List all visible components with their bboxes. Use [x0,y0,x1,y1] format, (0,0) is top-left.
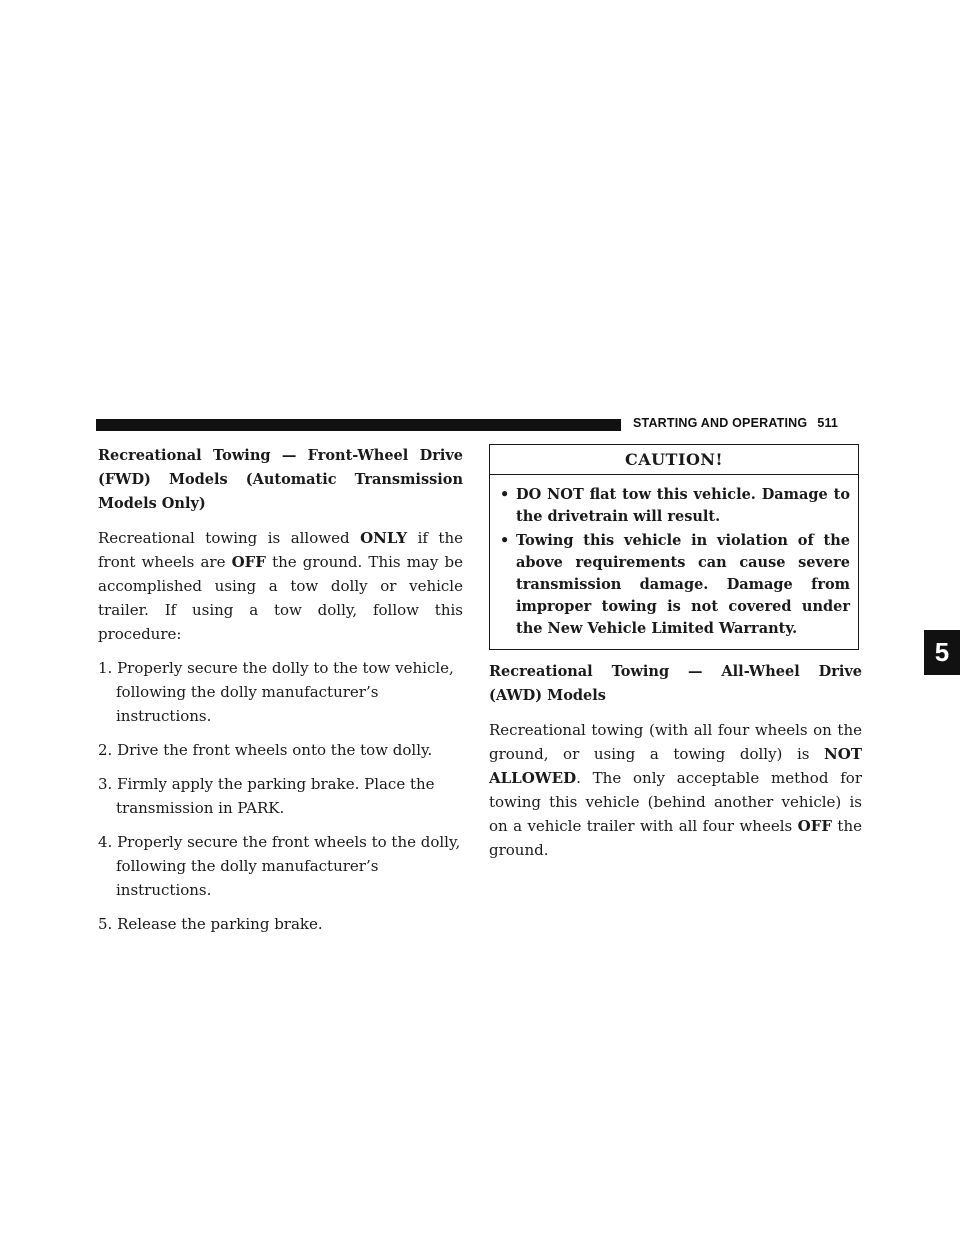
fwd-intro-paragraph [98,526,463,646]
fwd-heading: Recreational Towing — Front-Wheel Drive (FWD) Models (Automatic Transmission Models Only) [98,447,463,512]
bullet-dot-icon: • [500,532,510,549]
caution-bullet-text: DO NOT flat tow this vehicle. Damage to the drivetrain will result. [516,486,850,525]
fwd-intro-bold-only: ONLY [360,529,408,547]
awd-body-paragraph [489,718,862,862]
fwd-intro-text-3: the ground. This may be accomplished using a tow dolly or vehicle trailer. If using a tow dolly, follow this procedure: [98,553,463,643]
awd-body-bold-not-allowed: NOT ALLOWED [489,745,862,787]
fwd-intro-text-1: Recreational towing is allowed [98,529,361,547]
right-column [489,444,862,862]
running-header [633,416,863,434]
caution-title: CAUTION! [490,445,858,475]
step-number: 4. [98,833,113,851]
awd-body-text-2: . The only acceptable method for towing this vehicle (behind another vehicle) is on a vehicle trailer with all four wheels [489,769,862,835]
step-text: Properly secure the front wheels to the dolly, following the dolly manufacturer’s instructions. [116,833,461,899]
header-rule [96,419,621,431]
step-item [98,912,463,936]
caution-bullet [500,484,850,528]
caution-box [489,444,859,650]
step-text: Drive the front wheels onto the tow dolly. [117,741,433,759]
left-column [98,444,463,946]
awd-body-text-1: Recreational towing (with all four wheels on the ground, or using a towing dolly) is [489,721,862,763]
fwd-intro-bold-off: OFF [231,553,266,571]
chapter-tab: 5 [924,630,960,675]
awd-body-text-3: the ground. [489,817,862,859]
caution-body [490,475,858,649]
step-text: Release the parking brake. [117,915,323,933]
step-number: 1. [98,659,113,677]
step-number: 3. [98,775,113,793]
page-number: 511 [817,416,839,430]
caution-bullet-text: Towing this vehicle in violation of the above requirements can cause severe transmission damage. Damage from improper towing is not covered under the New Vehicle Limited Warranty. [516,532,850,637]
step-number: 5. [98,915,113,933]
fwd-procedure-steps [98,656,463,936]
fwd-intro-text-2: if the front wheels are [98,529,464,571]
step-item [98,656,463,728]
step-text: Properly secure the dolly to the tow vehicle, following the dolly manufacturer’s instructions. [116,659,454,725]
step-text: Firmly apply the parking brake. Place the transmission in PARK. [116,775,435,817]
header-section-title: STARTING AND OPERATING [633,416,808,430]
step-item [98,830,463,902]
step-item [98,772,463,820]
step-number: 2. [98,741,113,759]
bullet-dot-icon: • [500,486,510,503]
awd-heading: Recreational Towing — All-Wheel Drive (AWD) Models [489,663,862,704]
caution-bullet [500,530,850,640]
step-item [98,738,463,762]
awd-body-bold-off: OFF [797,817,832,835]
